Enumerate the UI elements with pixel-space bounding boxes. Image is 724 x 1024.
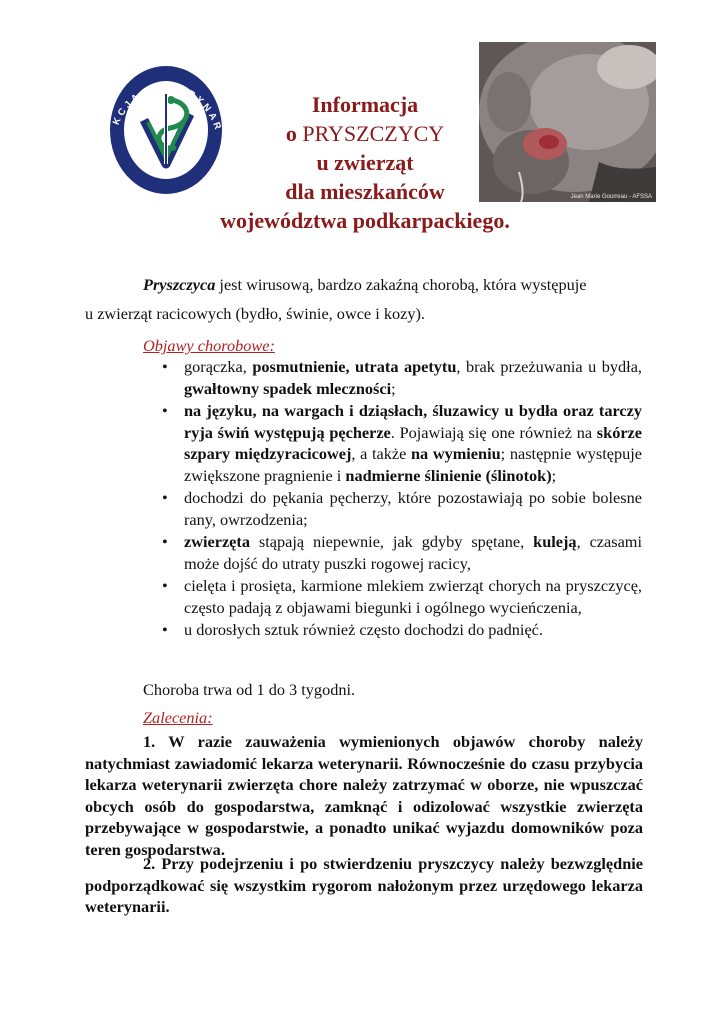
photo-credit: Jean Marie Gourreau - AFSSA xyxy=(570,194,652,200)
intro-paragraph: Pryszczyca jest wirusową, bardzo zakaźną chorobą, która występuje xyxy=(143,275,587,294)
svg-text:INSPEKCJA WETERYNARYJNA: KCJA WETERYNAR xyxy=(110,82,224,132)
duration-text: Choroba trwa od 1 do 3 tygodni. xyxy=(143,680,356,699)
document-title xyxy=(180,90,550,235)
symptom-item: • cielęta i prosięta, karmione mlekiem zwierząt chorych na pryszczycę, często padają z objawami biegunki i ogólnego wycieńczenia, xyxy=(162,576,642,617)
recommendation-1: 1. W razie zauważenia wymienionych objawów choroby należy natychmiast zawiadomić lekarza weterynarii. Równocześnie do czasu przybycia lekarza weterynarii zwierzęta chore należy zatrzymać w oborze, nie wpuszczać obcych osób do gospodarstwa, zamknąć i odizolować wszystkie zwierzęta przebywające w gospodarstwie, a ponadto unikać wyjazdu domowników poza teren gospodarstwa. xyxy=(85,732,643,859)
bullet-icon: • xyxy=(162,357,168,376)
symptoms-heading: Objawy chorobowe: xyxy=(143,336,275,355)
recommendation-2: 2. Przy podejrzeniu i po stwierdzeniu pryszczycy należy bezwzględnie podporządkować się wszystkim rygorom nałożonym przez urzędowego lekarza weterynarii. xyxy=(85,854,643,917)
bullet-icon: • xyxy=(162,532,168,551)
symptom-item: • na języku, na wargach i dziąsłach, śluzawicy u bydła oraz tarczy ryja świń występują pęcherze. Pojawiają się one również na skórze szpary międzyracicowej, a także na wymieniu; następnie występuje zwiększone pragnienie i nadmierne ślinienie (ślinotok); xyxy=(162,401,643,485)
symptom-item: • zwierzęta stąpają niepewnie, jak gdyby spętane, kuleją, czasami może dojść do utraty puszki rogowej racicy, xyxy=(162,532,642,573)
symptom-item: • u dorosłych sztuk również często dochodzi do padnięć. xyxy=(162,620,543,639)
title-line-2: o PRYSZCZYCY xyxy=(285,121,445,146)
symptom-item: • gorączka, posmutnienie, utrata apetytu, brak przeżuwania u bydła, gwałtowny spadek mleczności; xyxy=(162,357,642,398)
bullet-icon: • xyxy=(162,576,168,595)
bullet-icon: • xyxy=(162,620,168,639)
symptom-item: • dochodzi do pękania pęcherzy, które pozostawiają po sobie bolesne rany, owrzodzenia; xyxy=(162,488,642,529)
title-line-1: Informacja xyxy=(311,92,419,117)
bullet-icon: • xyxy=(162,488,168,507)
title-line-4: dla mieszkańców xyxy=(285,179,445,204)
recommendations-heading: Zalecenia: xyxy=(143,708,213,727)
title-line-5: województwa podkarpackiego. xyxy=(220,208,510,233)
title-line-3: u zwierząt xyxy=(316,150,414,175)
bullet-icon: • xyxy=(162,401,168,420)
intro-paragraph-line-2: u zwierząt racicowych (bydło, świnie, owce i kozy). xyxy=(85,304,425,323)
symptoms-list xyxy=(140,356,642,642)
